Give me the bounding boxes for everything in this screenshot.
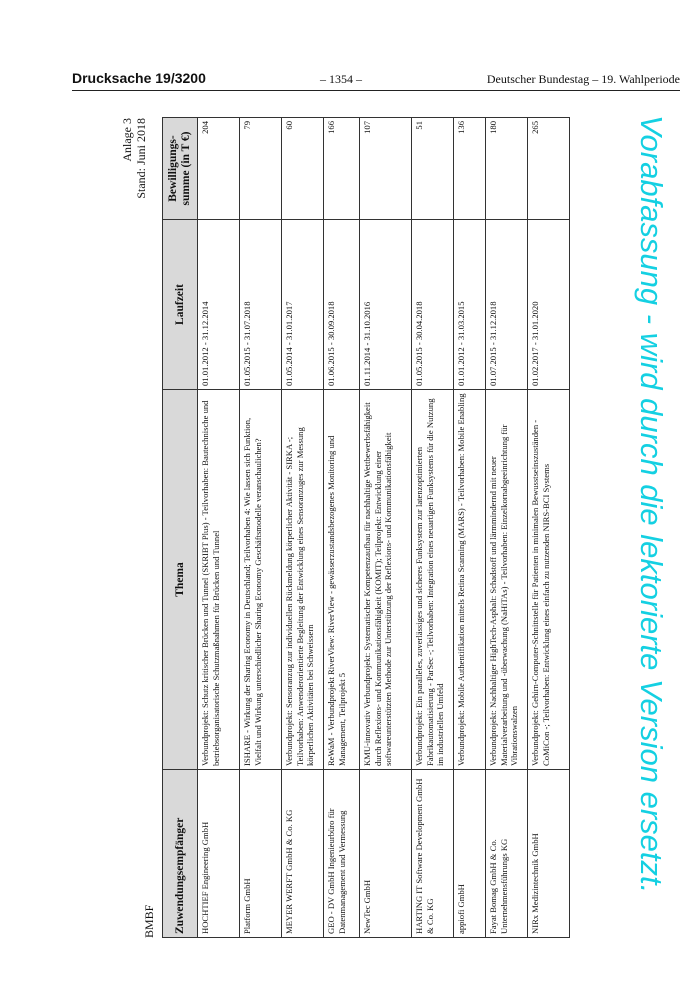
amount-cell: 51	[412, 118, 454, 220]
topic-cell: Verbundprojekt: Gehirn-Computer-Schnittstelle für Patienten in minimalen Bewusstseinszuständen - CoMiCon -; Teilvorhaben: Entwicklung eines einfach zu nutzenden NIRS-BCI Systems	[528, 390, 570, 770]
duration-cell: 01.05.2015 - 31.07.2018	[240, 220, 282, 390]
duration-cell: 01.01.2012 - 31.12.2014	[198, 220, 240, 390]
topic-cell: ISHARE - Wirkung der Sharing Economy in Deutschland; Teilvorhaben 4: Wie lassen sich Funktion, Vielfalt und Wirkung unterschiedlicher Sharing Economy Geschäftsmodelle veranschaulichen?	[240, 390, 282, 770]
table-row	[486, 118, 528, 938]
annex-label: Anlage 3	[120, 118, 134, 162]
amount-cell: 166	[324, 118, 360, 220]
header-rule	[72, 90, 680, 91]
amount-cell: 60	[282, 118, 324, 220]
table-row	[324, 118, 360, 938]
table-row	[528, 118, 570, 938]
duration-cell: 01.02.2017 - 31.01.2020	[528, 220, 570, 390]
table-row	[412, 118, 454, 938]
recipient-cell: NewTec GmbH	[360, 770, 412, 938]
table-header-row	[163, 118, 198, 938]
column-header-recipient: Zuwendungsempfänger	[163, 770, 198, 938]
duration-cell: 01.05.2015 - 30.04.2018	[412, 220, 454, 390]
recipient-cell: Platform GmbH	[240, 770, 282, 938]
drucksache-number: 3200	[174, 70, 206, 86]
duration-cell: 01.06.2015 - 30.09.2018	[324, 220, 360, 390]
duration-cell: 01.07.2015 - 31.12.2018	[486, 220, 528, 390]
amount-cell: 180	[486, 118, 528, 220]
duration-cell: 01.01.2012 - 31.03.2015	[454, 220, 486, 390]
recipient-cell: Fayat Bomag GmbH & Co. Unternehmensführungs KG	[486, 770, 528, 938]
annex-block	[120, 118, 148, 199]
recipient-cell: NIRx Medizintechnik GmbH	[528, 770, 570, 938]
amount-cell: 107	[360, 118, 412, 220]
column-header-topic: Thema	[163, 390, 198, 770]
table-row	[454, 118, 486, 938]
preliminary-version-watermark: Vorabfassung - wird durch die lektorierte Version ersetzt.	[634, 115, 669, 894]
recipient-cell: MEYER WERFT GmbH & Co. KG	[282, 770, 324, 938]
drucksache-prefix: Drucksache 19/	[72, 70, 175, 86]
recipient-cell: HOCHTIEF Engineering GmbH	[198, 770, 240, 938]
table-row	[360, 118, 412, 938]
status-date: Stand: Juni 2018	[134, 118, 148, 199]
recipient-cell: appiofi GmbH	[454, 770, 486, 938]
duration-cell: 01.11.2014 - 31.10.2016	[360, 220, 412, 390]
topic-cell: Verbundprojekt: Ein paralleles, zuverlässiges und sicheres Funksystem zur latenzoptimierten Fabrikautomatisierung - ParSec -; Teilvorhaben: Integration eines neuartigen Funksystems für die Nutzung im industriellen Umfeld	[412, 390, 454, 770]
column-header-duration: Laufzeit	[163, 220, 198, 390]
topic-cell: Verbundprojekt: Nachhaltiger HighTech-Asphalt: Schadstoff und lärmmindernd mit neuer Materialverarbeitung und -überwachung (NaHiTAs) - Teilvorhaben: Einzelkornabgeeinrichtung für Vibrationswalzen	[486, 390, 528, 770]
parliament-label: Deutscher Bundestag – 19. Wahlperiode	[486, 72, 680, 86]
topic-cell: Verbundprojekt: Schutz kritischer Brücken und Tunnel (SKRIBT Plus) - Teilvorhaben: Bautechnische und betriebsorganisatorische Schutzmaßnahmen für Brücken und Tunnel	[198, 390, 240, 770]
amount-cell: 265	[528, 118, 570, 220]
topic-cell: Verbundprojekt: Sensoranzug zur individuellen Rückmeldung körperlicher Aktivität - SIRKA -; Teilvorhaben: Anwenderorientierte Begleitung der Entwicklung eines Sensoranzuges zur Messung körperlichen Aktivitäten bei Schweissern	[282, 390, 324, 770]
column-header-amount: Bewilligungs-summe (in T €)	[163, 118, 198, 220]
rotated-page-content	[122, 118, 630, 938]
amount-cell: 79	[240, 118, 282, 220]
drucksache-label	[72, 70, 206, 86]
topic-cell: KMU-innovativ Verbundprojekt: Systematischer Kompetenzaufbau für nachhaltige Wettbewerbsfähigkeit durch Reflexions- und Kommunikationsfähigkeit (KOMIT); Teilprojekt: Entwicklung einer softwareunterstützten Methode zur Unterstützung der Reflexions- und Kommunikationsfähigkeit	[360, 390, 412, 770]
table-row	[282, 118, 324, 938]
recipient-cell: HARTING IT Software Development GmbH & Co. KG	[412, 770, 454, 938]
page-number: – 1354 –	[320, 72, 362, 86]
duration-cell: 01.05.2014 - 31.01.2017	[282, 220, 324, 390]
topic-cell: Verbundprojekt: Mobile Authentifikation mittels Retina Scanning (MARS) - Teilvorhaben: Mobile Enabling	[454, 390, 486, 770]
recipient-cell: GEO - DV GmbH Ingenieurbüro für Datenmanagement und Vermessung	[324, 770, 360, 938]
topic-cell: ReWaM - Verbundprojekt RiverView: RiverView - gewässerzustandsbezogenes Monitoring und Management, Teilprojekt 5	[324, 390, 360, 770]
amount-cell: 136	[454, 118, 486, 220]
ministry-label: BMBF	[142, 904, 156, 938]
amount-cell: 204	[198, 118, 240, 220]
funding-table	[162, 117, 570, 938]
table-row	[198, 118, 240, 938]
table-row	[240, 118, 282, 938]
